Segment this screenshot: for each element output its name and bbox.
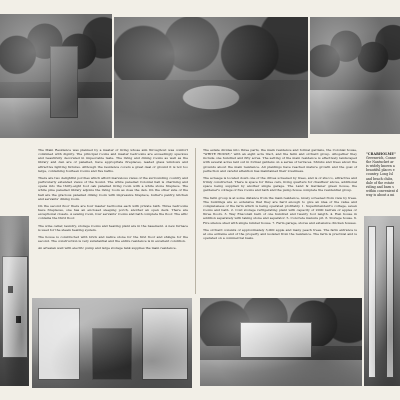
photo-outbuilding <box>200 298 362 386</box>
paragraph: On the second floor there are four master bedrooms each with private bath. Three bedrooms have fireplaces, one has an enclosed sleeping porch, another an open deck. There are exceptional closets. A sewing room, four servants' rooms and bath complete the floor. The attic contains the third floor. <box>38 203 188 221</box>
paragraph: The farm group is at some distance from the main residence, nicely screened from view by trees. The buildings are so extensive that they are hard enough to give an idea of the value and completeness of the farm which is being operated profitably. 1. Superintendent's cottage, seven rooms and bath. 2. Cold storage refrigerating plant with capacity of 2000 barrels of apples or three floors. 3. Way Ensconsil barn of one hundred and twenty foot length. 4. Hen house in addition separately with taking stone and separator. 5. Concrete manure pit. 6. Storage house. 6. Fire silence shed with single lumber house. 7. Farm garage, stores and extensive chicken houses. <box>203 195 357 225</box>
caption-line: within convenient d <box>366 188 398 193</box>
text-column-left <box>38 148 188 294</box>
caption-heading: "CRABHOLME" <box>366 152 396 156</box>
photo-house-entrance <box>0 216 29 386</box>
paragraph: An artesian well with electric pump and large storage tank supplies the main residence. <box>38 246 177 251</box>
photo-shading <box>310 17 400 134</box>
photo-porch-columns <box>364 216 400 386</box>
paragraph: There are two delightful porches which afford marvelous views of the surrounding country and particularly extended views of the Sound. The white panelled Colonial hall is charming and opens into the thirty-eight foot oak panelled living room with a white stone fireplace. The white pine panelled library adjoins the living room as does the den. On the other side of the hall are the gracious panelled dining room with impressive fireplace, butler's pantry, kitchen and servants' dining room. <box>38 175 188 201</box>
caption-line: is widely known a <box>366 164 395 169</box>
photo-shading <box>0 14 112 138</box>
caption-line: beautiful places e <box>366 168 395 173</box>
photo-terrace-lawn <box>310 17 400 134</box>
caption-line: country. Long Isl <box>366 172 394 177</box>
photo-shading <box>364 216 400 386</box>
crabholme-caption <box>366 152 400 214</box>
photo-shading <box>32 298 192 388</box>
text-column-right <box>203 148 357 294</box>
caption-line: and beach clubs, <box>366 176 394 181</box>
photo-shading <box>200 298 362 386</box>
photo-shading <box>0 216 29 386</box>
caption-line: riding and barn s <box>366 184 394 189</box>
paragraph: The estate divides into three parts, the main residence and formal gardens, the Colonial house, "WHITE HOUSE," with an eight acre tract, and the farm and orchard group. Altogether they include one hundred and fifty acres. The setting of the main residence is effectively landscaped with several acres laid out in formal gardens on a series of terraces. Shrubs and trees about the grounds about the main residence. All plantings have reached mature growth and the goal of perfection and careful attention has maintained their loveliness. <box>203 148 357 173</box>
paragraph: The Main Residence was planned by a master of living whose aim throughout was comfort combined with dignity. The principal rooms and master bedrooms are exceedingly spacious and beautifully decorated in impeccable taste. The living and dining rooms as well as the library and den are of panelled, have appropriate fireplaces, leaded glass windows and attractive lighting fixtures. Although the residence covers a great deal of ground it is not too large, containing fourteen rooms and five baths. <box>38 148 188 173</box>
caption-line: Greenwich, Conne <box>366 156 396 161</box>
column-divider <box>195 148 196 294</box>
paragraph: The house is constructed with brick and native stone for the first floor and shingle for the second. The construction is very substantial and the entire residence is in excellent condition. <box>38 234 188 243</box>
photo-stone-wall-steps <box>0 14 112 138</box>
caption-line: the Nantucket ar <box>366 160 394 165</box>
photo-shading <box>114 17 308 138</box>
paragraph: The acreage is located down one of the drives screened by trees, and is of stucco, attractive and trimly constructed. There is space for three cars, living quarters for chauffeur above, additional space being supplied by another single garage. The Land & Gardener green house, the gardener's cottage of five rooms and bath and the pump house complete the residential group. <box>203 175 357 193</box>
photo-interior-room <box>32 298 192 388</box>
caption-line: dale of the estate <box>366 180 395 185</box>
paragraph: The orchard consists of approximately 3,000 apple and many peach trees. The farm entrance is at one extreme end of the property and isolated from the residence. The farm is practical and is operated on a commercial basis. <box>203 227 357 240</box>
paragraph: The wine cellar, laundry, storage rooms and heating plant are in the basement. A new furnace is used for the steam heating system. <box>38 223 188 232</box>
photo-formal-garden <box>114 17 308 138</box>
caption-line: way is about a mi <box>366 192 395 197</box>
